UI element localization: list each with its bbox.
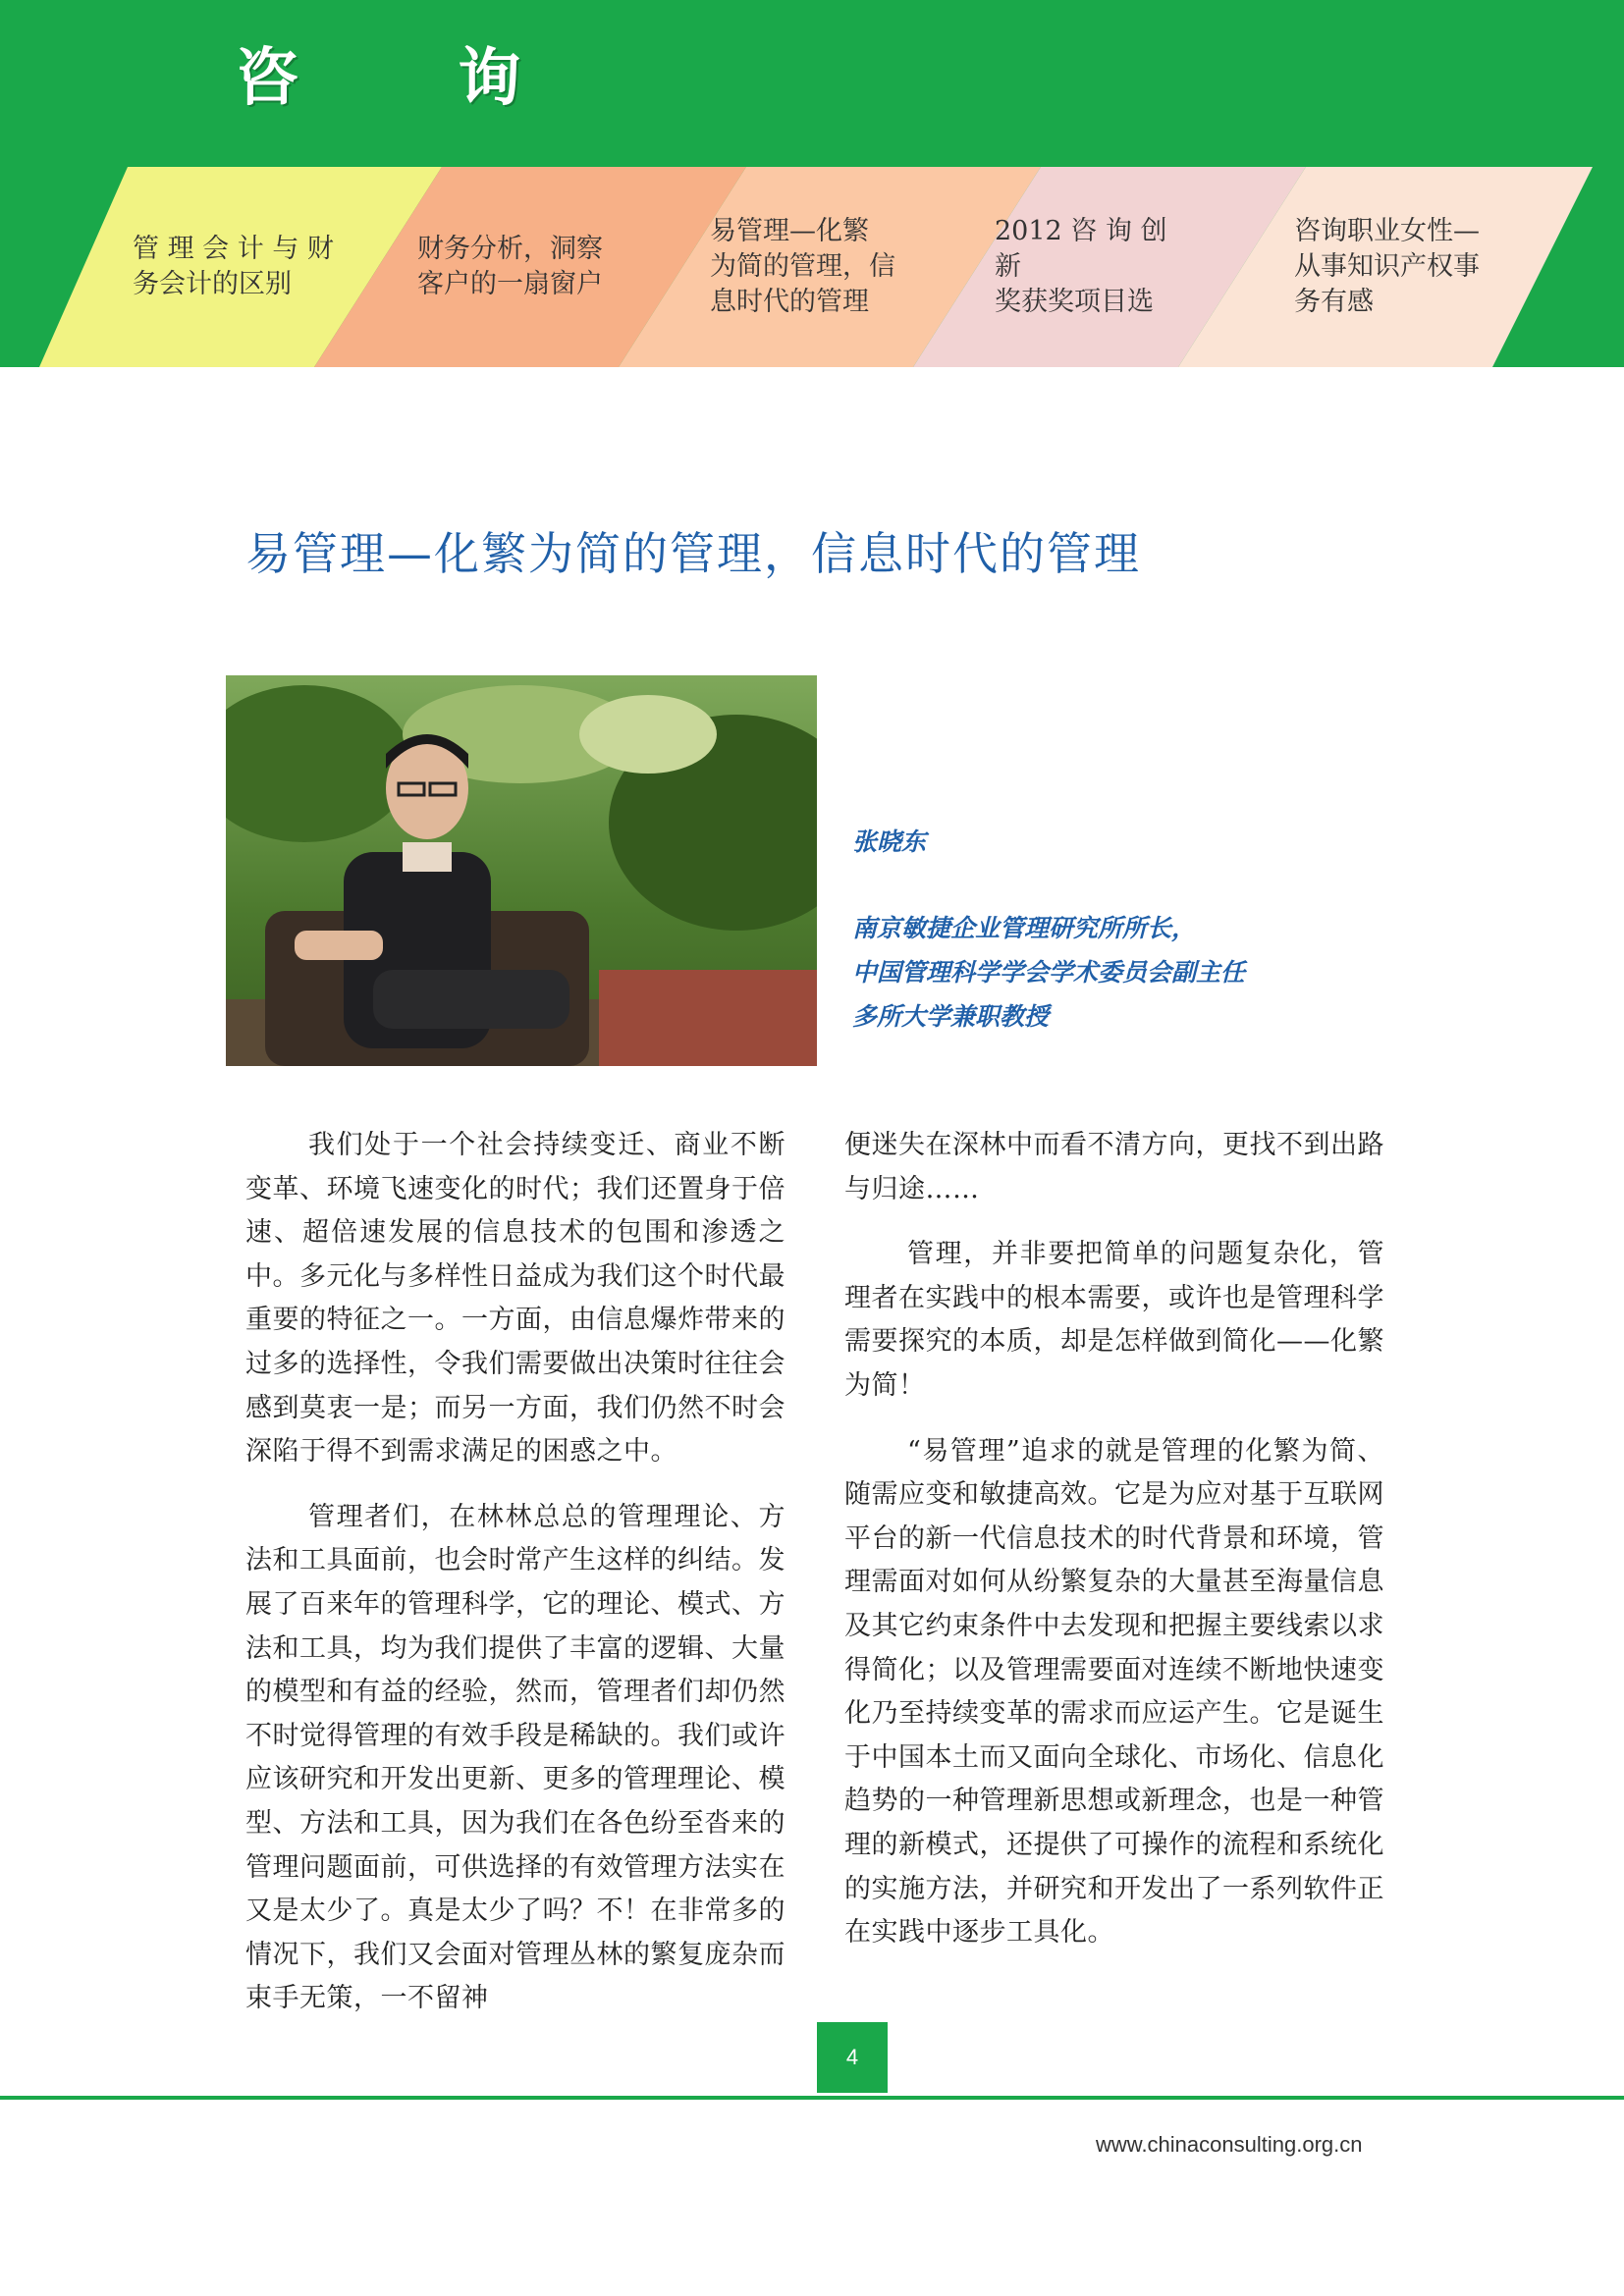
paragraph: 便迷失在深林中而看不清方向，更找不到出路与归途……	[844, 1130, 1384, 1204]
tab-label: 咨询职业女性— 从事知识产权事 务有感	[1294, 216, 1480, 317]
paragraph: 管理者们，在林林总总的管理理论、方法和工具面前，也会时常产生这样的纠结。发展了百来年的管理科学，它的理论、模式、方法和工具，均为我们提供了丰富的逻辑、大量的模型和有益的经验，然而，管理者们却仍然不时觉得管理的有效手段是稀缺的。我们或许应该研究和开发出更新、更多的管理理论、模型、方法和工具，因为我们在各色纷至沓来的管理问题面前，可供选择的有效管理方法实在又是太少了。真是太少了吗？不！在非常多的情况下，我们又会面对管理丛林的繁复庞杂而束手无策，一不留神	[245, 1501, 785, 2014]
website-link[interactable]: www.chinaconsulting.org.cn	[1096, 2132, 1363, 2157]
author-title-2: 中国管理科学学会学术委员会副主任	[852, 958, 1246, 987]
author-name: 张晓东	[852, 828, 927, 856]
tab-innovation-awards[interactable]	[995, 167, 1201, 367]
author-title-1: 南京敏捷企业管理研究所所长，	[852, 914, 1197, 942]
footer-divider	[0, 2096, 1624, 2100]
article-title: 易管理—化繁为简的管理，信息时代的管理	[245, 527, 1141, 580]
body-column-right	[844, 1124, 1384, 1977]
tab-label: 财务分析，洞察 客户的一扇窗户	[417, 234, 603, 299]
topic-tabs	[0, 167, 1624, 367]
page-number: 4	[817, 2022, 888, 2093]
tab-label: 易管理—化繁 为简的管理，信 息时代的管理	[710, 216, 895, 317]
tab-label: 2012 咨 询 创 新 奖获奖项目选	[995, 216, 1167, 317]
paragraph: 管理，并非要把简单的问题复杂化，管理者在实践中的根本需要，或许也是管理科学需要探究的本质，却是怎样做到简化——化繁为简！	[844, 1239, 1384, 1401]
author-photo	[226, 675, 817, 1066]
section-title: 咨 询	[236, 41, 590, 115]
paragraph: “易管理”追求的就是管理的化繁为简、随需应变和敏捷高效。它是为应对基于互联网平台的新一代信息技术的时代背景和环境，管理需面对如何从纷繁复杂的大量甚至海量信息及其它约束条件中去发现和把握主要线索以求得简化；以及管理需要面对连续不断地快速变化乃至持续变革的需求而应运产生。它是诞生于中国本土而又面向全球化、市场化、信息化趋势的一种管理新思想或新理念，也是一种管理的新模式，还提供了可操作的流程和系统化的实施方法，并研究和开发出了一系列软件正在实践中逐步工具化。	[844, 1435, 1384, 1949]
tab-consulting-women[interactable]	[1294, 167, 1510, 367]
tab-easy-management[interactable]	[710, 167, 906, 367]
body-column-left	[245, 1124, 785, 2043]
tab-financial-analysis[interactable]	[417, 167, 614, 367]
tab-label: 管 理 会 计 与 财 务会计的区别	[133, 234, 334, 299]
author-title-3: 多所大学兼职教授	[852, 1002, 1050, 1031]
author-block	[852, 820, 1382, 1039]
tab-management-accounting[interactable]	[133, 167, 339, 367]
paragraph: 我们处于一个社会持续变迁、商业不断变革、环境飞速变化的时代；我们还置身于倍速、超倍速发展的信息技术的包围和渗透之中。多元化与多样性日益成为我们这个时代最重要的特征之一。一方面，由信息爆炸带来的过多的选择性，令我们需要做出决策时往往会感到莫衷一是；而另一方面，我们仍然不时会深陷于得不到需求满足的困惑之中。	[245, 1130, 785, 1468]
